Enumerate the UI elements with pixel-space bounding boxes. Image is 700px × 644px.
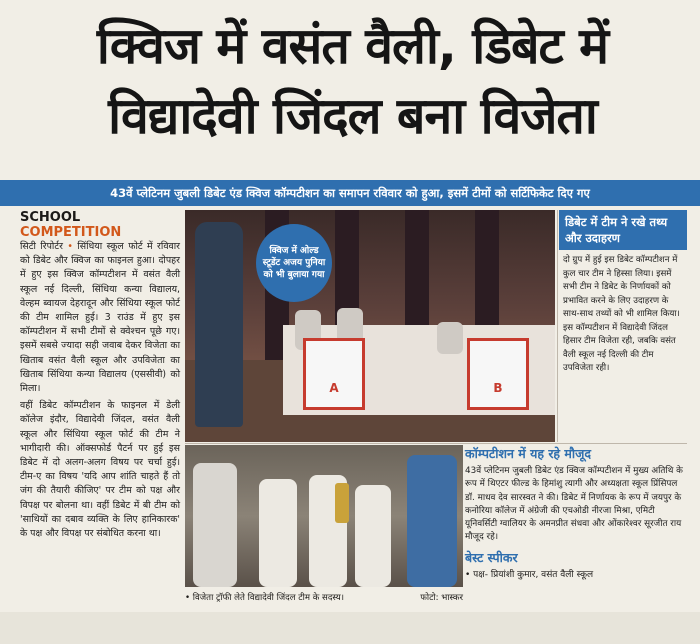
column-divider xyxy=(557,210,558,442)
article-para-2: वहीं डिबेट कॉम्पटीशन के फाइनल में डेली कॉलेज इंदौर, विद्यादेवी जिंदल, वसंत वैली स्कूल और सिंधिया स्कूल फोर्ट की टीम ने भागीदारी की। ऑक्सफोर्ड पैटर्न पर हुई इस डिबेट में दो अलग-अलग विषय पर चर्चा हुई। टीम-ए का विषय 'यदि आप शांति चाहते हैं तो जंग की तैयारी कीजिए' पर टीम को पक्ष और विपक्ष पर बोलना था। वहीं डिबेट में बी टीम को 'साथियों का दबाव व्यक्ति के लिए हानिकारक' के पक्ष और विपक्ष पर संबोधित करना था। xyxy=(20,400,180,540)
student-figure xyxy=(259,479,297,587)
participant-figure xyxy=(437,322,463,354)
student-figure xyxy=(355,485,391,587)
section-kicker xyxy=(20,210,180,240)
article-body xyxy=(20,240,180,541)
stage-photo xyxy=(185,210,555,442)
section-divider xyxy=(185,443,687,444)
photo-credit: फोटो: भास्कर xyxy=(420,593,463,603)
trophy xyxy=(335,483,349,523)
team-board-b-label: B xyxy=(493,381,503,395)
award-photo-block xyxy=(185,445,463,605)
right-column xyxy=(559,210,687,380)
left-column xyxy=(20,208,180,541)
headline-line-2: विद्यादेवी जिंदल बना विजेता xyxy=(108,87,597,145)
byline: सिटी रिपोर्टर xyxy=(20,241,63,252)
right-column-heading: डिबेट में टीम ने रखे तथ्य और उदाहरण xyxy=(559,210,687,250)
photo-caption-row xyxy=(185,591,463,605)
attendees-body: 43वें प्लेटिनम जुबली डिबेट एंड क्विज कॉम्पटीशन में मुख्य अतिथि के रूप में थिएटर फील्ड के हिमांशु त्यागी और अध्यक्षता स्कूल प्रिंसिपल डॉ. माधव देव सारस्वत ने की। डिबेट में निर्णायक के रूप में जयपुर के कनोरिया कॉलेज में अंग्रेजी की एचओडी नीरजा मिश्रा, एमिटी यूनिवर्सिटी ग्वालियर के अमनप्रीत संधवा और ओंकारेश्वर सूरजीत राय मौजूद रहे। xyxy=(465,466,683,543)
chief-guest-figure xyxy=(407,455,457,587)
photo-callout-bubble xyxy=(256,224,332,302)
byline-bullet: • xyxy=(67,241,73,252)
guest-figure xyxy=(193,463,237,587)
headline-line-1: क्विज में वसंत वैली, डिबेट में xyxy=(96,17,609,75)
best-speaker-body: • पक्ष- प्रियांशी कुमार, वसंत वैली स्कूल xyxy=(465,569,594,580)
kicker-competition: COMPETITION xyxy=(20,225,122,240)
callout-text: क्विज में ओल्ड स्टूडेंट अजय पुनिया को भी बुलाया गया xyxy=(262,246,326,280)
quizmaster-figure xyxy=(195,222,243,427)
attendees-heading: कॉम्पटीशन में यह रहे मौजूद xyxy=(465,446,592,461)
team-board-a-label: A xyxy=(329,381,339,395)
photo-caption: • विजेता ट्रॉफी लेते विद्यादेवी जिंदल टीम के सदस्य। xyxy=(185,593,345,603)
page-bottom-margin xyxy=(0,612,700,644)
right-column-body: दो ग्रुप में हुई इस डिबेट कॉम्पटीशन में कुल चार टीम ने हिस्सा लिया। इसमें सभी टीम ने डिबेट के निर्णायकों को प्रभावित करने के लिए उदाहरण के साथ-साथ तथ्यों को भी शामिल किया। इस कॉम्पटीशन में विद्यादेवी जिंदल हिसार टीम विजेता रही, जबकि वसंत वैली स्कूल नई दिल्ली की टीम उपविजेता रही। xyxy=(563,255,680,373)
team-board-a xyxy=(303,338,365,410)
award-photo xyxy=(185,445,463,587)
strapline: 43वें प्लेटिनम जुबली डिबेट एंड क्विज कॉम्पटीशन का समापन रविवार को हुआ, इसमें टीमों को सर्टिफिकेट दिए गए xyxy=(0,180,700,206)
team-board-b xyxy=(467,338,529,410)
attendees-box xyxy=(465,445,687,582)
best-speaker-heading: बेस्ट स्पीकर xyxy=(465,549,518,565)
article-para-1: सिंधिया स्कूल फोर्ट में रविवार को डिबेट और क्विज का फाइनल हुआ। दोपहर में हुए इस क्विज कॉम्पटीशन में वसंत वैली स्कूल नई दिल्ली, सिंधिया कन्या विद्यालय, वेल्हम ब्वायज देहरादून और सिंधिया स्कूल फोर्ट की टीम शामिल हुई। 3 राउंड में हुए इस कॉम्पटीशन में सभी टीमों से क्वेश्चन पूछे गए। इसमें सबसे ज्यादा सही जवाब देकर विजेता का खिताब वसंत वैली स्कूल और उपविजेता का खिताब सिंधिया कन्या विद्यालय (एससीवी) को मिला। xyxy=(20,241,181,395)
kicker-school: SCHOOL xyxy=(20,210,81,225)
